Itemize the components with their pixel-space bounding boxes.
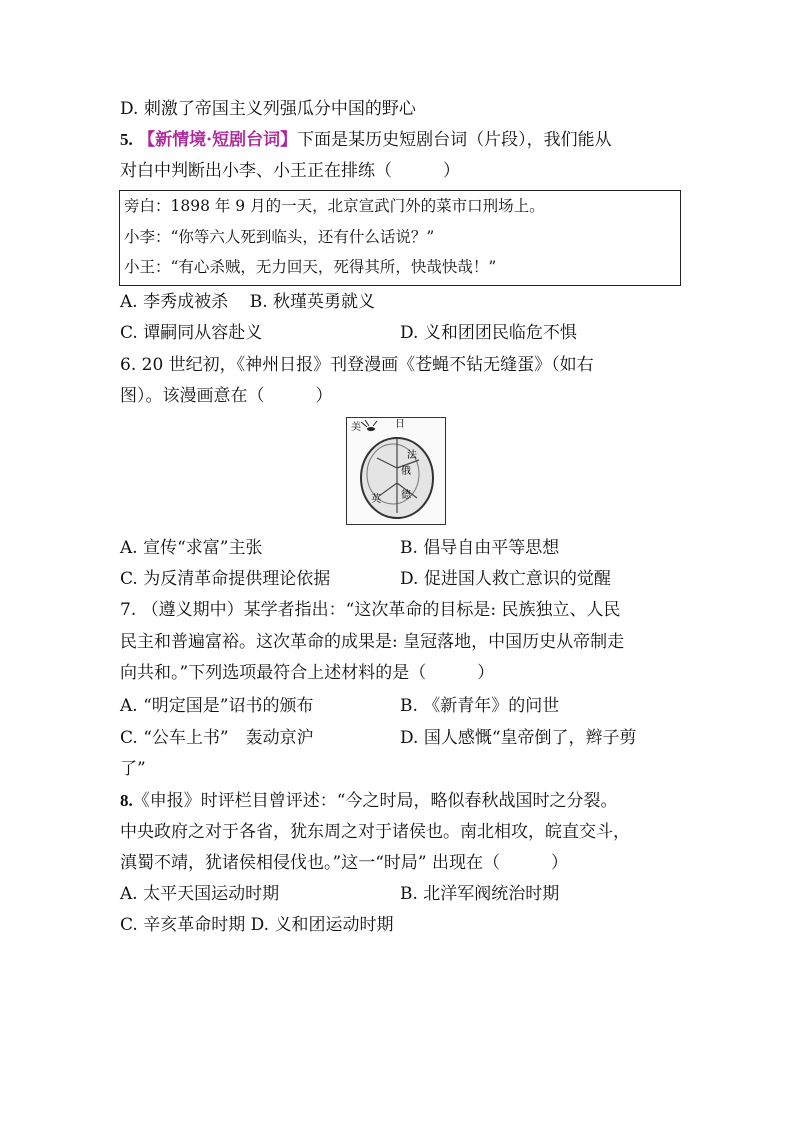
q8-stem-line-2: 中央政府之对于各省，犹东周之对于诸侯也。南北相攻，皖直交斗， (120, 822, 630, 842)
cartoon-label-germany: 德 (401, 490, 411, 501)
q6-stem-line-2: 图）。该漫画意在（ ） (120, 386, 333, 406)
q5-option-b: B. 秋瑾英勇就义 (249, 292, 376, 312)
q8-option-b: B. 北洋军阀统治时期 (400, 884, 560, 904)
q5-material-box (119, 190, 681, 286)
q6-option-a: A. 宣传“求富”主张 (120, 538, 263, 558)
q4-option-d: D. 刺激了帝国主义列强瓜分中国的野心 (120, 99, 416, 119)
q5-tag: 【新情境·短剧台词】 (138, 130, 298, 150)
egg-cartoon-svg (347, 418, 445, 524)
q8-number: 8. (120, 791, 133, 810)
q8-option-a: A. 太平天国运动时期 (120, 884, 280, 904)
cartoon-label-japan: 日 (395, 419, 405, 430)
q8-options-cd: C. 辛亥革命时期 D. 义和团运动时期 (120, 915, 394, 935)
q5-stem-line-1 (120, 128, 612, 152)
q5-option-a: A. 李秀成被杀 (120, 292, 229, 312)
q7-stem-line-1: 7. （遵义期中）某学者指出：“这次革命的目标是: 民族独立、人民 (120, 600, 621, 620)
q5-box-line-3: 小王：“有心杀贼，无力回天，死得其所，快哉快哉！” (124, 258, 497, 276)
q5-option-d: D. 义和团团民临危不惧 (400, 323, 577, 343)
q5-box-line-2: 小李：“你等六人死到临头，还有什么话说？” (124, 228, 435, 246)
q7-option-d-continued: 了” (120, 759, 146, 779)
q7-option-a: A. “明定国是”诏书的颁布 (120, 696, 314, 716)
q6-stem-line-1: 6. 20 世纪初，《神州日报》刊登漫画《苍蝇不钻无缝蛋》（如右 (120, 355, 594, 375)
q7-option-d: D. 国人感慨“皇帝倒了，辫子剪 (400, 728, 637, 748)
q8-stem-line-1 (120, 789, 617, 813)
cartoon-label-britain: 英 (371, 494, 381, 505)
q8-stem-text: 《申报》时评栏目曾评述：“今之时局，略似春秋战国时之分裂。 (132, 791, 618, 811)
cartoon-label-russia: 俄 (401, 466, 411, 477)
q7-option-b: B. 《新青年》的问世 (400, 696, 560, 716)
q7-stem-line-3: 向共和。”下列选项最符合上述材料的是（ ） (120, 663, 495, 683)
q6-cartoon-image (346, 417, 446, 525)
q5-options-ab (120, 290, 375, 314)
q6-option-d: D. 促进国人救亡意识的觉醒 (400, 569, 611, 589)
q8-stem-line-3: 滇蜀不靖，犹诸侯相侵伐也。”这一“时局” 出现在（ ） (120, 853, 568, 873)
q7-stem-line-2: 民主和普遍富裕。这次革命的成果是: 皇冠落地，中国历史从帝制走 (120, 632, 625, 652)
cartoon-label-france: 法 (407, 450, 417, 461)
q5-box-line-1: 旁白：1898 年 9 月的一天，北京宣武门外的菜市口刑场上。 (124, 197, 545, 215)
q7-option-c: C. “公车上书” 轰动京沪 (120, 728, 314, 748)
fly-icon (361, 420, 377, 431)
cartoon-label-america: 美 (351, 422, 361, 433)
q5-stem-text: 下面是某历史短剧台词（片段），我们能从 (297, 130, 612, 150)
q6-option-b: B. 倡导自由平等思想 (400, 538, 560, 558)
q5-stem-line-2: 对白中判断出小李、小王正在排练（ ） (120, 161, 460, 181)
q5-number: 5. (120, 130, 133, 149)
q6-option-c: C. 为反清革命提供理论依据 (120, 569, 331, 589)
q5-option-c: C. 谭嗣同从容赴义 (120, 323, 263, 343)
